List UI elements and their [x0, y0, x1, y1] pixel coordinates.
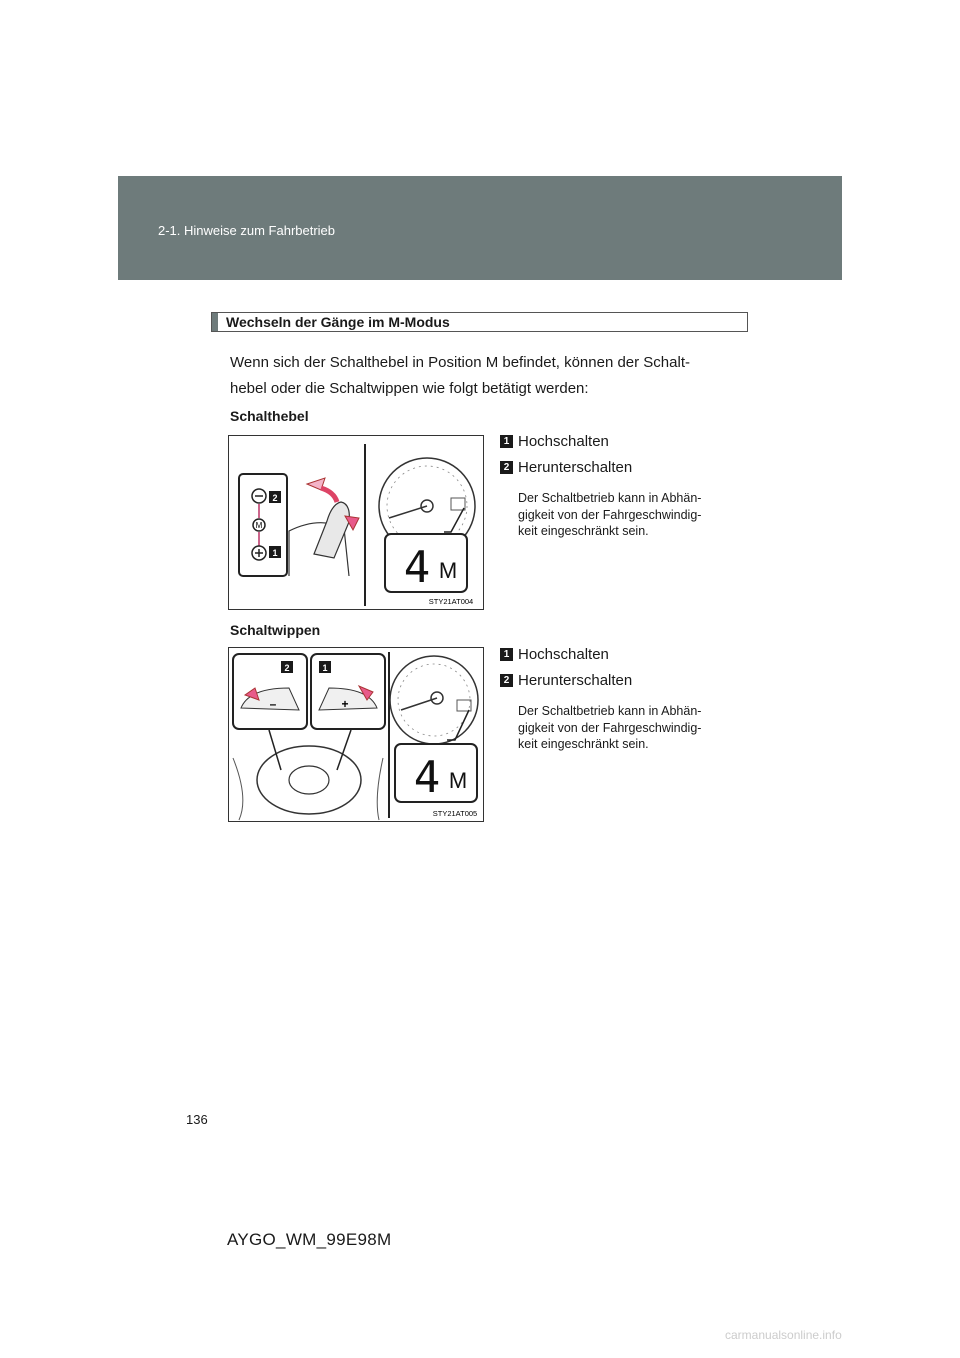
- gear-digit: 4: [413, 752, 441, 803]
- note-line: gigkeit von der Fahrgeschwindig-: [518, 507, 702, 522]
- section-title-marker: [212, 313, 218, 331]
- paddles-illustration: [229, 648, 483, 821]
- number-badge: 1: [500, 435, 513, 448]
- note-line: keit eingeschränkt sein.: [518, 524, 649, 538]
- legend-label: Herunterschalten: [518, 671, 633, 689]
- legend-item: [500, 454, 750, 480]
- subheading-schaltwippen: Schaltwippen: [230, 622, 321, 638]
- legend-label: Herunterschalten: [518, 458, 633, 476]
- mode-letter: M: [448, 768, 468, 793]
- section-title: Wechseln der Gänge im M-Modus: [226, 314, 450, 330]
- note-line: gigkeit von der Fahrgeschwindig-: [518, 720, 702, 735]
- legend-note: [500, 703, 750, 753]
- paddle-plus: +: [341, 697, 349, 711]
- section-breadcrumb: 2-1. Hinweise zum Fahrbetrieb: [158, 223, 336, 238]
- callout-1: 1: [272, 548, 278, 558]
- paddle-minus: –: [269, 697, 277, 711]
- legend-item: [500, 428, 750, 454]
- section-title-box: [211, 312, 748, 332]
- intro-paragraph: [230, 350, 750, 402]
- legend-item: [500, 667, 750, 693]
- note-line: Der Schaltbetrieb kann in Abhän-: [518, 704, 702, 718]
- figure-shift-lever: [228, 435, 484, 610]
- document-code: AYGO_WM_99E98M: [227, 1230, 392, 1249]
- gear-digit: 4: [403, 542, 431, 593]
- intro-line: hebel oder die Schaltwippen wie folgt betätigt werden:: [230, 380, 589, 397]
- number-badge: 2: [500, 674, 513, 687]
- legend-label: Hochschalten: [518, 645, 609, 663]
- shift-lever-illustration: [229, 436, 483, 609]
- subheading-schalthebel: Schalthebel: [230, 408, 309, 424]
- header-band: [118, 176, 842, 280]
- page-number: 136: [186, 1112, 208, 1127]
- callout-2: 2: [272, 493, 278, 503]
- watermark[interactable]: carmanualsonline.info: [725, 1328, 842, 1342]
- callout-1: 1: [322, 663, 328, 673]
- legend-item: [500, 641, 750, 667]
- intro-line: Wenn sich der Schalthebel in Position M befindet, können der Schalt-: [230, 354, 690, 371]
- lever-mark-m: M: [255, 521, 263, 530]
- number-badge: 2: [500, 461, 513, 474]
- legend-schaltwippen: [500, 641, 750, 753]
- note-line: Der Schaltbetrieb kann in Abhän-: [518, 491, 702, 505]
- callout-2: 2: [284, 663, 290, 673]
- figure-paddles: [228, 647, 484, 822]
- note-line: keit eingeschränkt sein.: [518, 737, 649, 751]
- figure-code: STY21AT005: [432, 809, 478, 818]
- legend-note: [500, 490, 750, 540]
- figure-code: STY21AT004: [428, 597, 474, 606]
- mode-letter: M: [438, 558, 458, 583]
- legend-label: Hochschalten: [518, 432, 609, 450]
- number-badge: 1: [500, 648, 513, 661]
- legend-schalthebel: [500, 428, 750, 540]
